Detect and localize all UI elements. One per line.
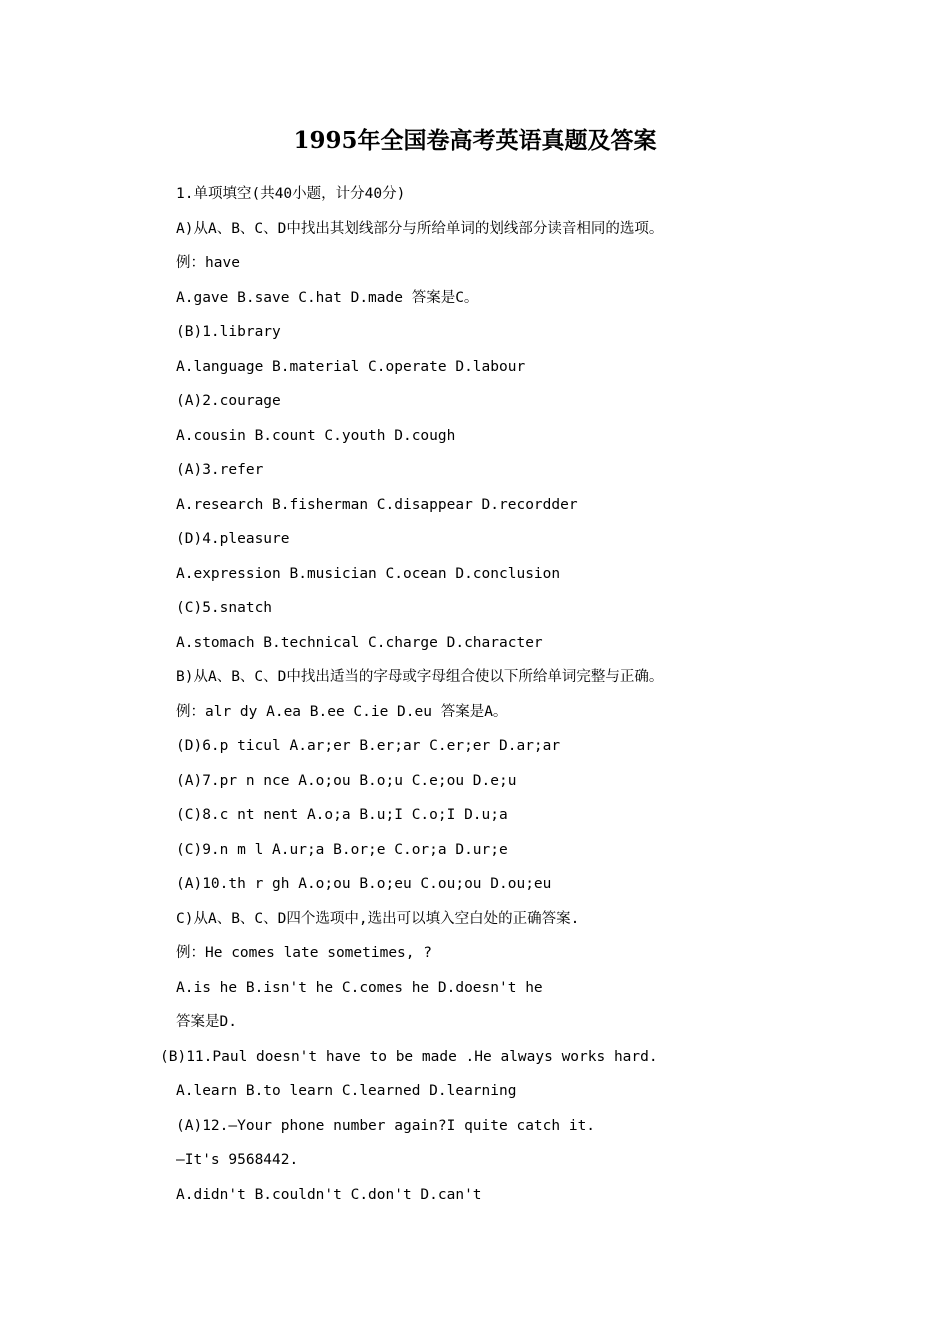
text-line: A.expression B.musician C.ocean D.conclusion <box>176 565 561 582</box>
text-line: A.didn't B.couldn't C.don't D.can't <box>176 1186 482 1203</box>
text-line: (B)1.library <box>176 324 281 340</box>
text-line: —It's 9568442. <box>176 1152 299 1168</box>
text-line: 例：alr dy A.ea B.ee C.ie D.eu 答案是A。 <box>176 703 508 720</box>
text-line: A.cousin B.count C.youth D.cough <box>176 427 456 444</box>
text-line: 答案是D. <box>176 1014 237 1030</box>
text-line: 例：have <box>176 255 240 271</box>
text-line: A.stomach B.technical C.charge D.character <box>176 634 543 651</box>
text-line: (C)8.c nt nent A.o;a B.u;I C.o;I D.u;a <box>176 807 508 823</box>
text-line: (A)3.refer <box>176 462 264 478</box>
text-line: A)从A、B、C、D中找出其划线部分与所给单词的划线部分读音相同的选项。 <box>176 220 664 237</box>
text-line: (D)4.pleasure <box>176 531 290 547</box>
text-line: 1.单项填空(共40小题，计分40分) <box>176 186 406 202</box>
text-line: A.learn B.to learn C.learned D.learning <box>176 1083 517 1099</box>
text-line: (C)5.snatch <box>176 600 273 616</box>
text-line: (D)6.p ticul A.ar;er B.er;ar C.er;er D.ar;ar <box>176 738 561 754</box>
text-line: A.language B.material C.operate D.labour <box>176 358 526 375</box>
text-line: 例：He comes late sometimes, ? <box>176 945 432 961</box>
text-line: A.research B.fisherman C.disappear D.recordder <box>176 496 578 513</box>
text-line: (A)2.courage <box>176 393 281 409</box>
text-line: A.gave B.save C.hat D.made 答案是C。 <box>176 289 479 306</box>
text-line: (A)10.th r gh A.o;ou B.o;eu C.ou;ou D.ou;eu <box>176 876 552 892</box>
document-title: 1995年全国卷高考英语真题及答案 <box>293 127 657 154</box>
text-line: (A)12.—Your phone number again?I quite catch it. <box>176 1117 596 1134</box>
text-line: B)从A、B、C、D中找出适当的字母或字母组合使以下所给单词完整与正确。 <box>176 669 664 685</box>
text-line: A.is he B.isn't he C.comes he D.doesn't he <box>176 979 543 996</box>
text-line: (B)11.Paul doesn't have to be made .He always works hard. <box>160 1048 658 1065</box>
text-line: (A)7.pr n nce A.o;ou B.o;u C.e;ou D.e;u <box>176 772 517 789</box>
text-line: C)从A、B、C、D四个选项中,选出可以填入空白处的正确答案. <box>176 910 580 927</box>
text-line: (C)9.n m l A.ur;a B.or;e C.or;a D.ur;e <box>176 841 508 858</box>
